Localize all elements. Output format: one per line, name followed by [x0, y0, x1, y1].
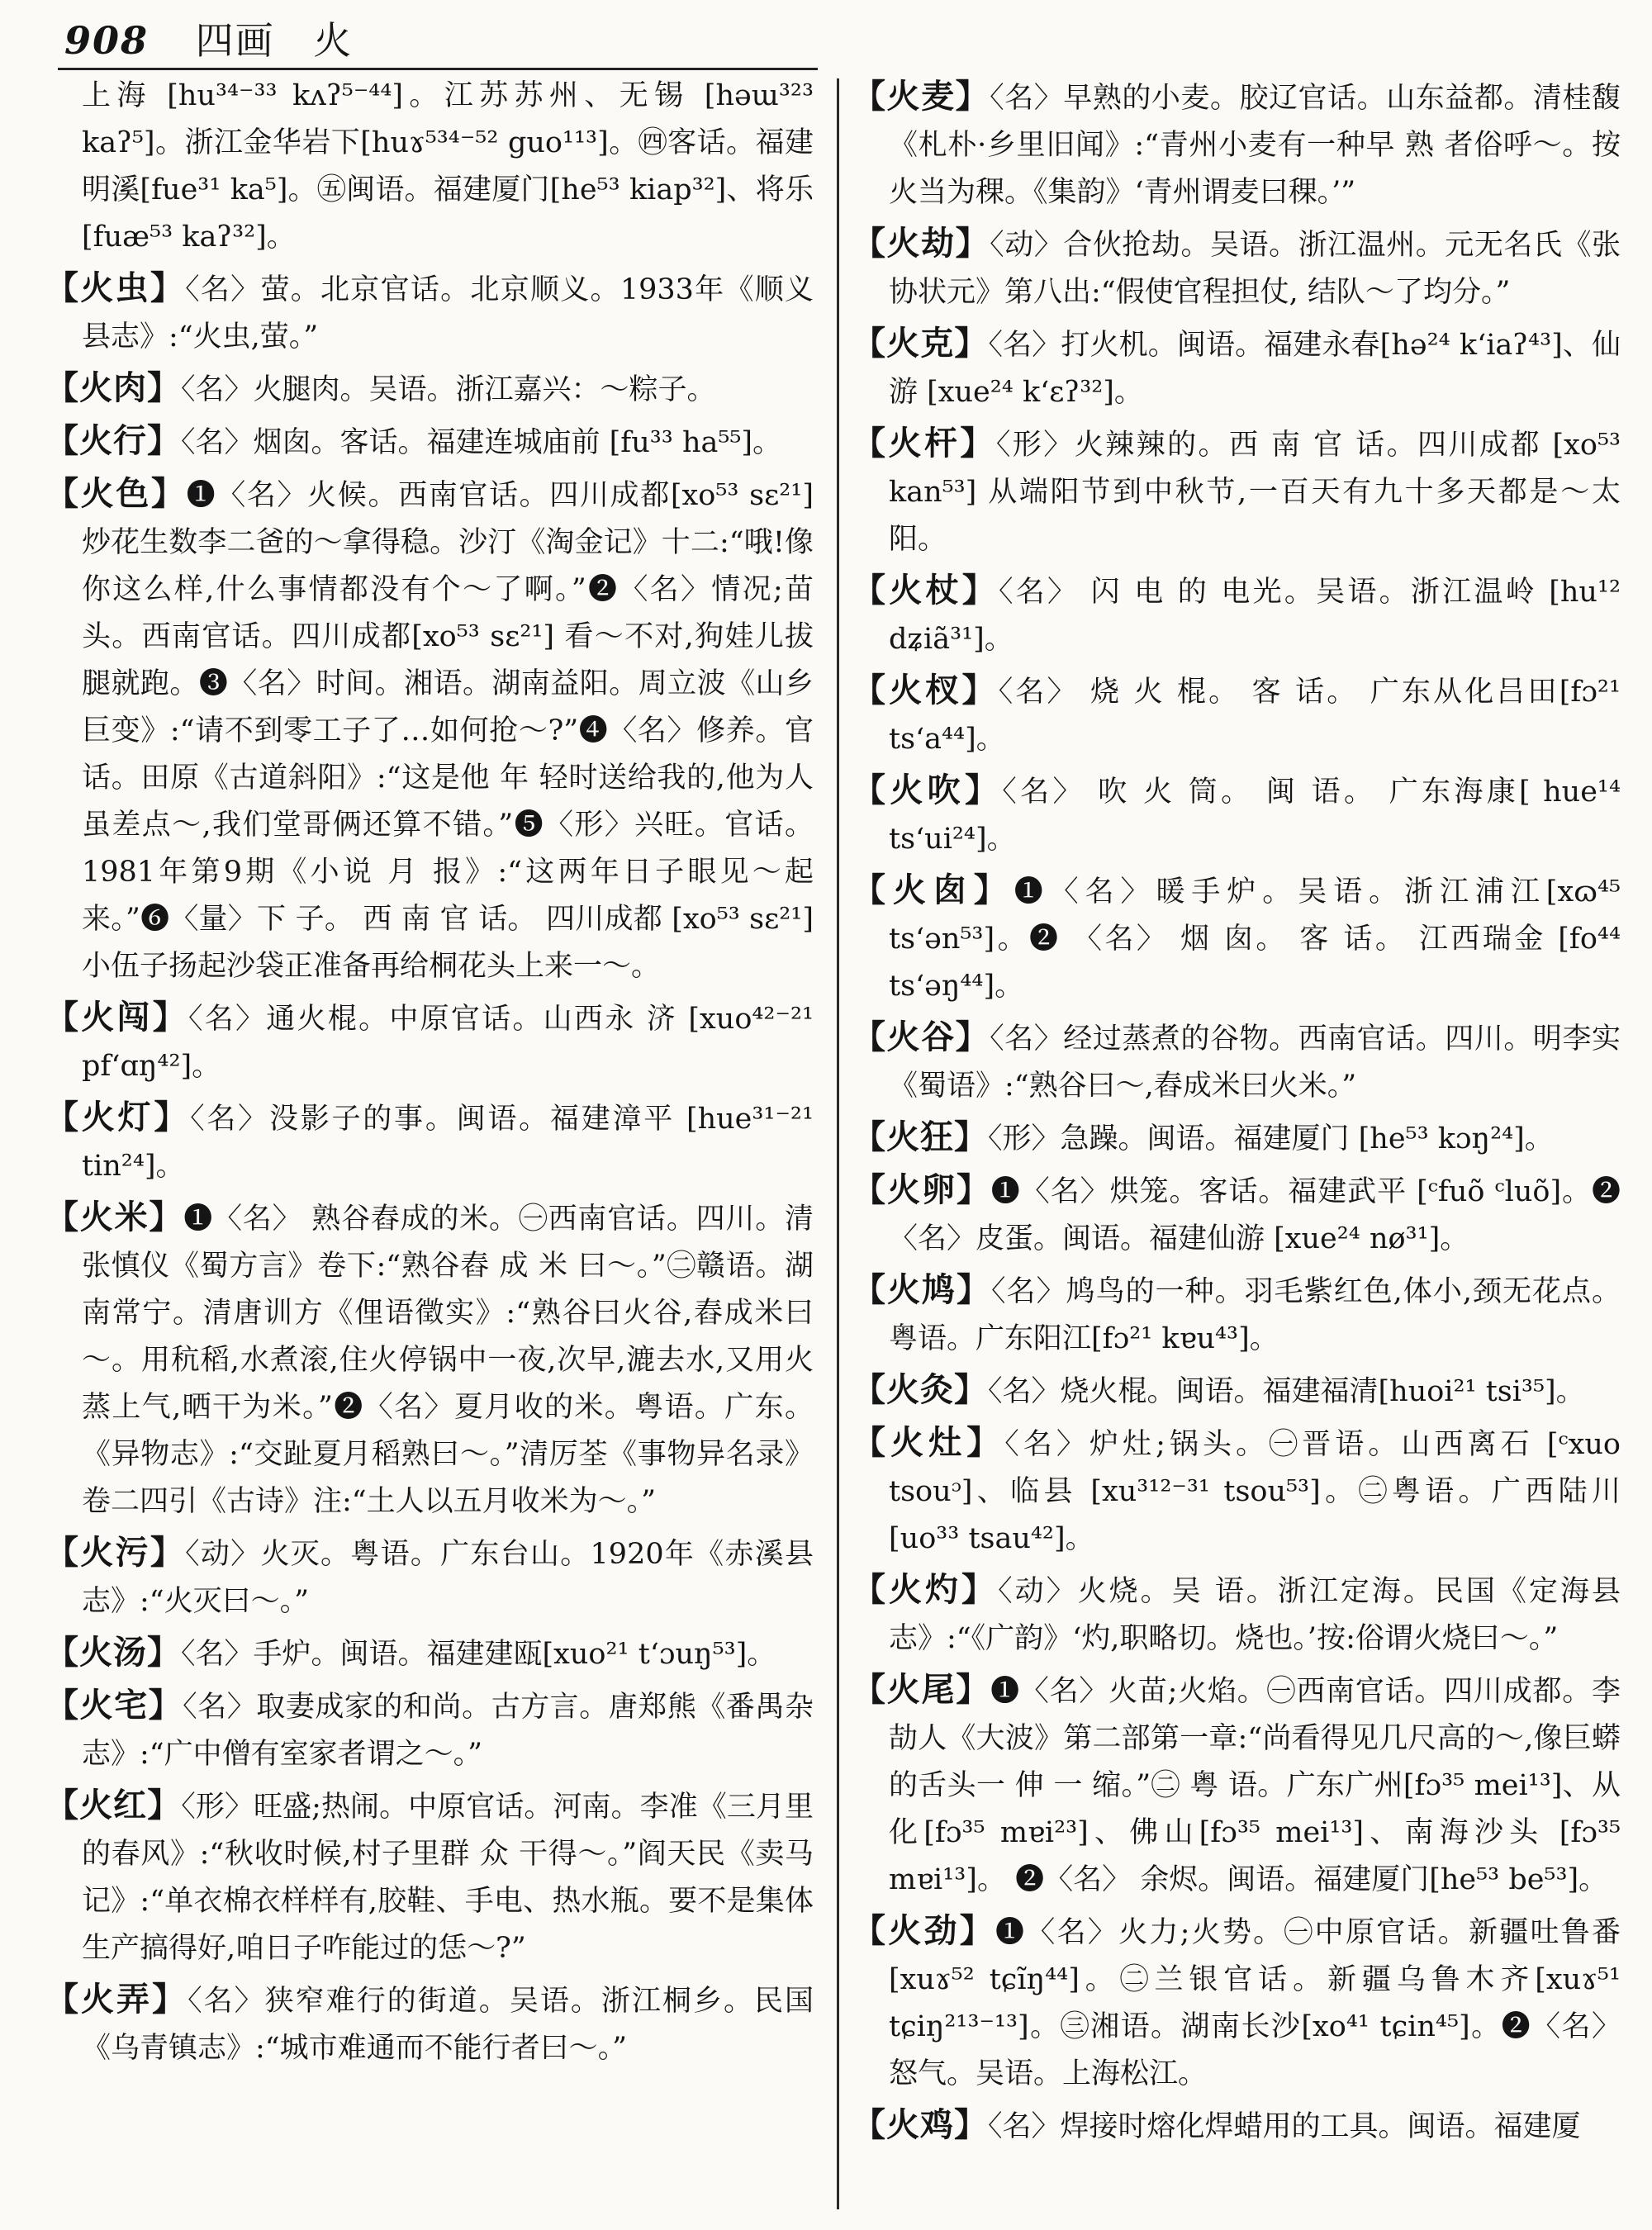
entry-headword: 【火宅】 — [45, 1686, 183, 1725]
entry-headword: 【火虫】 — [45, 268, 186, 307]
entry-headword: 【火肉】 — [45, 368, 181, 407]
entry-headword: 【火鸡】 — [852, 2105, 988, 2144]
entry-headword: 【火吹】 — [852, 771, 1003, 809]
entry-text: 〈形〉急躁。闽语。福建厦门 [he⁵³ kɔŋ²⁴]。 — [988, 1122, 1554, 1155]
dictionary-entry — [45, 1976, 814, 2072]
entry-text: 〈名〉取妻成家的和尚。古方言。唐郑熊《番禺杂志》:“广中僧有室家者谓之～。” — [82, 1691, 814, 1771]
entry-headword: 【火谷】 — [852, 1018, 990, 1056]
entry-text: ❶〈名〉 熟谷舂成的米。㊀西南官话。四川。清张慎仪《蜀方言》卷下:“熟谷舂 成 米 曰～。”㊁赣语。湖南常宁。清唐训方《俚语徵实》:“熟谷曰火谷,舂成米曰～。用秔稻,水煮滚,住火停锅中一夜,次早,漉去水,又用火蒸上气,晒干为米。”❷〈名〉夏月收的米。粤语。广东。《异物志》:“交趾夏月稻熟曰～。”清厉荃《事物异名录》卷二四引《古诗》注:“土人以五月收米为～。” — [82, 1203, 814, 1518]
entry-headword: 【火劲】 — [852, 1911, 996, 1950]
dictionary-entry — [852, 567, 1621, 663]
dictionary-entry — [45, 364, 814, 414]
entry-headword: 【火杆】 — [852, 424, 996, 463]
entry-text: 〈动〉火烧。吴 语。浙江定海。民国《定海县志》:“《广韵》‘灼,职略切。烧也。’按:俗谓火烧曰～。” — [889, 1575, 1621, 1655]
dictionary-entry — [45, 1094, 814, 1190]
entry-text: 〈名〉手炉。闽语。福建建瓯[xuo²¹ tʻɔuŋ⁵³]。 — [181, 1638, 776, 1671]
right-column — [852, 73, 1621, 2154]
column-divider — [837, 78, 839, 2209]
entry-text: 〈名〉鸠鸟的一种。羽毛紫红色,体小,颈无花点。粤语。广东阳江[fɔ²¹ kɐu⁴³]。 — [889, 1275, 1621, 1355]
entry-headword: 【火汤】 — [45, 1633, 181, 1672]
entry-headword: 【火杖】 — [852, 571, 999, 610]
entry-text: 〈形〉火辣辣的。西 南 官 话。四川成都 [xo⁵³ kan⁵³] 从端阳节到中秋节,一百天有九十多天都是～太阳。 — [889, 429, 1621, 556]
entry-headword: 【火色】 — [45, 474, 187, 513]
dictionary-entry — [45, 1782, 814, 1972]
dictionary-entry — [852, 2101, 1621, 2151]
entry-headword: 【火行】 — [45, 421, 181, 460]
entry-headword: 【火鸠】 — [852, 1270, 992, 1309]
dictionary-entry — [852, 420, 1621, 563]
entry-text: 〈名〉 吹 火 筒。 闽 语。 广东海康[ hue¹⁴ tsʻui²⁴]。 — [889, 776, 1621, 856]
section-label: 四画 — [195, 18, 275, 63]
dictionary-entry — [852, 1266, 1621, 1363]
entry-text: 〈名〉炉灶;锅头。㊀晋语。山西离石 [ᶜxuo tsouᵓ]、临县 [xu³¹²⁻³¹ tsou⁵³]。㊁粤语。广西陆川[uo³³ tsau⁴²]。 — [889, 1428, 1621, 1555]
entry-text: 〈名〉通火棍。中原官话。山西永 济 [xuo⁴²⁻²¹ pfʻɑŋ⁴²]。 — [82, 1003, 814, 1083]
entry-headword: 【火红】 — [45, 1786, 182, 1824]
entry-text: 〈形〉旺盛;热闹。中原官话。河南。李准《三月里的春风》:“秋收时候,村子里群 众 干得～。”阎天民《卖马记》:“单衣棉衣样样有,胶鞋、手电、热水瓶。要不是集体生产搞得好,咱日子咋能过的恁～?” — [82, 1791, 814, 1965]
dictionary-entry — [45, 1682, 814, 1778]
dictionary-entry — [45, 417, 814, 467]
entry-text: ❶〈名〉火力;火势。㊀中原官话。新疆吐鲁番[xuɤ⁵² tɕĩŋ⁴⁴]。㊁兰银官话。新疆乌鲁木齐[xuɤ⁵¹ tɕiŋ²¹³⁻¹³]。㊂湘语。湖南长沙[xo⁴¹ tɕin⁴⁵]。❷〈名〉怒气。吴语。上海松江。 — [889, 1916, 1621, 2090]
entry-headword: 【火弄】 — [45, 1980, 188, 2019]
entry-text: 〈名〉经过蒸煮的谷物。西南官话。四川。明李实《蜀语》:“熟谷曰～,舂成米曰火米。” — [889, 1022, 1621, 1103]
entry-headword: 【火灸】 — [852, 1370, 988, 1409]
entry-text: 〈动〉火灭。粤语。广东台山。1920年《赤溪县志》:“火灭曰～。” — [82, 1538, 814, 1618]
dictionary-entry — [45, 1529, 814, 1625]
entry-text: 〈名〉焊接时熔化焊蜡用的工具。闽语。福建厦 — [988, 2110, 1581, 2143]
entry-headword: 【火闯】 — [45, 998, 189, 1037]
header-rule — [58, 68, 818, 70]
dictionary-entry — [852, 667, 1621, 763]
entry-headword: 【火狂】 — [852, 1117, 988, 1156]
dictionary-entry — [852, 220, 1621, 316]
entry-headword: 【火麦】 — [852, 77, 990, 116]
entry-headword: 【火劫】 — [852, 224, 990, 263]
entry-text: 〈名〉早熟的小麦。胶辽官话。山东益都。清桂馥《札朴·乡里旧闻》:“青州小麦有一种早 熟 者俗呼～。按火当为稞。《集韵》‘青州谓麦曰稞。’” — [889, 82, 1621, 209]
dictionary-entry — [45, 470, 814, 990]
entry-headword: 【火尾】 — [852, 1670, 991, 1709]
dictionary-entry — [45, 73, 814, 261]
entry-headword: 【火克】 — [852, 324, 989, 363]
entry-text: 〈名〉火腿肉。吴语。浙江嘉兴：～粽子。 — [181, 373, 716, 406]
left-column — [45, 73, 814, 2076]
dictionary-entry — [852, 866, 1621, 1010]
entry-text: 〈名〉 烧 火 棍。 客 话。 广东从化吕田[fɔ²¹ tsʻa⁴⁴]。 — [889, 676, 1621, 756]
entry-text: 〈名〉 闪 电 的 电光。吴语。浙江温岭 [hu¹² dʑiã³¹]。 — [889, 576, 1621, 656]
dictionary-entry — [852, 73, 1621, 216]
dictionary-entry — [852, 1113, 1621, 1163]
entry-headword: 【火杈】 — [852, 671, 999, 709]
dictionary-entry — [45, 994, 814, 1090]
entry-text: 〈名〉没影子的事。闽语。福建漳平 [hue³¹⁻²¹ tin²⁴]。 — [82, 1103, 814, 1183]
page-number: 908 — [64, 18, 150, 63]
dictionary-entry — [45, 264, 814, 361]
entry-text: ❶〈名〉火苗;火焰。㊀西南官话。四川成都。李劼人《大波》第二部第一章:“尚看得见几尺高的～,像巨蟒的舌头一 伸 一 缩。”㊁ 粤 语。广东广州[fɔ³⁵ mei¹³]、从化[fɔ³⁵ mɐi²³]、佛山[fɔ³⁵ mei¹³]、南海沙头 [fɔ³⁵ mɐi¹³]。 ❷〈名〉 余烬。闽语。福建厦门[he⁵³ be⁵³]。 — [889, 1675, 1621, 1896]
dictionary-entry — [852, 1907, 1621, 2098]
entry-headword: 【火灼】 — [852, 1570, 999, 1609]
entry-text: 〈名〉烟囱。客话。福建连城庙前 [fu³³ ha⁵⁵]。 — [181, 426, 782, 459]
entry-text: ❶〈名〉烘笼。客话。福建武平 [ᶜfuõ ᶜluõ]。❷〈名〉皮蛋。闽语。福建仙游 [xue²⁴ nø³¹]。 — [889, 1175, 1621, 1255]
entry-headword: 【火米】 — [45, 1198, 184, 1236]
entry-text: 〈名〉狭窄难行的街道。吴语。浙江桐乡。民国《乌青镇志》:“城市难通而不能行者曰～。” — [82, 1985, 814, 2065]
page-header — [64, 12, 353, 69]
dictionary-entry — [852, 1666, 1621, 1904]
dictionary-entry — [852, 766, 1621, 863]
dictionary-entry — [852, 1566, 1621, 1663]
entry-text: ❶〈名〉火候。西南官话。四川成都[xo⁵³ sɛ²¹] 炒花生数李二爸的～拿得稳。沙汀《淘金记》十二:“哦!像你这么样,什么事情都没有个～了啊。”❷〈名〉情况;苗头。西南官话。四川成都[xo⁵³ sɛ²¹] 看～不对,狗娃儿拔腿就跑。❸〈名〉时间。湘语。湖南益阳。周立波《山乡巨变》:“请不到零工子了…如何抢～?”❹〈名〉修养。官话。田原《古道斜阳》:“这是他 年 轻时送给我的,他为人虽差点～,我们堂哥俩还算不错。”❺〈形〉兴旺。官话。1981年第9期《小说 月 报》:“这两年日子眼见～起来。”❻〈量〉下 子。 西 南 官 话。 四川成都 [xo⁵³ sɛ²¹] 小伍子扬起沙袋正准备再给桐花头上来一～。 — [82, 479, 814, 983]
dictionary-entry — [852, 1013, 1621, 1110]
dictionary-entry — [852, 1166, 1621, 1263]
dictionary-entry — [45, 1193, 814, 1525]
entry-text: 〈名〉萤。北京官话。北京顺义。1933年《顺义县志》:“火虫,萤。” — [82, 273, 814, 353]
entry-text: 〈动〉合伙抢劫。吴语。浙江温州。元无名氏《张协状元》第八出:“假使官程担仗, 结队～了均分。” — [889, 229, 1621, 309]
entry-text: 上海 [hu³⁴⁻³³ kʌʔ⁵⁻⁴⁴]。江苏苏州、无锡 [həɯ³²³ kaʔ⁵]。浙江金华岩下[huɤ⁵³⁴⁻⁵² guo¹¹³]。㊃客话。福建明溪[fue³¹ ka⁵]。㊄闽语。福建厦门[he⁵³ kiap³²]、将乐 [fuæ⁵³ kaʔ³²]。 — [82, 79, 814, 254]
dictionary-entry — [852, 1419, 1621, 1563]
entry-headword: 【火卵】 — [852, 1170, 991, 1209]
dictionary-entry — [852, 320, 1621, 416]
radical-label: 火 — [313, 18, 354, 63]
entry-headword: 【火污】 — [45, 1533, 186, 1572]
entry-headword: 【火灶】 — [852, 1423, 1005, 1462]
dictionary-entry — [45, 1629, 814, 1678]
entry-headword: 【火囱】 — [852, 871, 1014, 909]
dictionary-entry — [852, 1366, 1621, 1416]
entry-text: 〈名〉打火机。闽语。福建永春[hə²⁴ kʻiaʔ⁴³]、仙游 [xue²⁴ kʻɛʔ³²]。 — [889, 329, 1621, 409]
entry-headword: 【火灯】 — [45, 1098, 191, 1136]
entry-text: ❶〈名〉暖手炉。吴语。浙江浦江[xɷ⁴⁵ tsʻən⁵³]。❷ 〈名〉 烟 囱。 客 话。 江西瑞金 [fo⁴⁴ tsʻəŋ⁴⁴]。 — [889, 875, 1621, 1003]
entry-text: 〈名〉烧火棍。闽语。福建福清[huoi²¹ tsi³⁵]。 — [988, 1375, 1585, 1408]
